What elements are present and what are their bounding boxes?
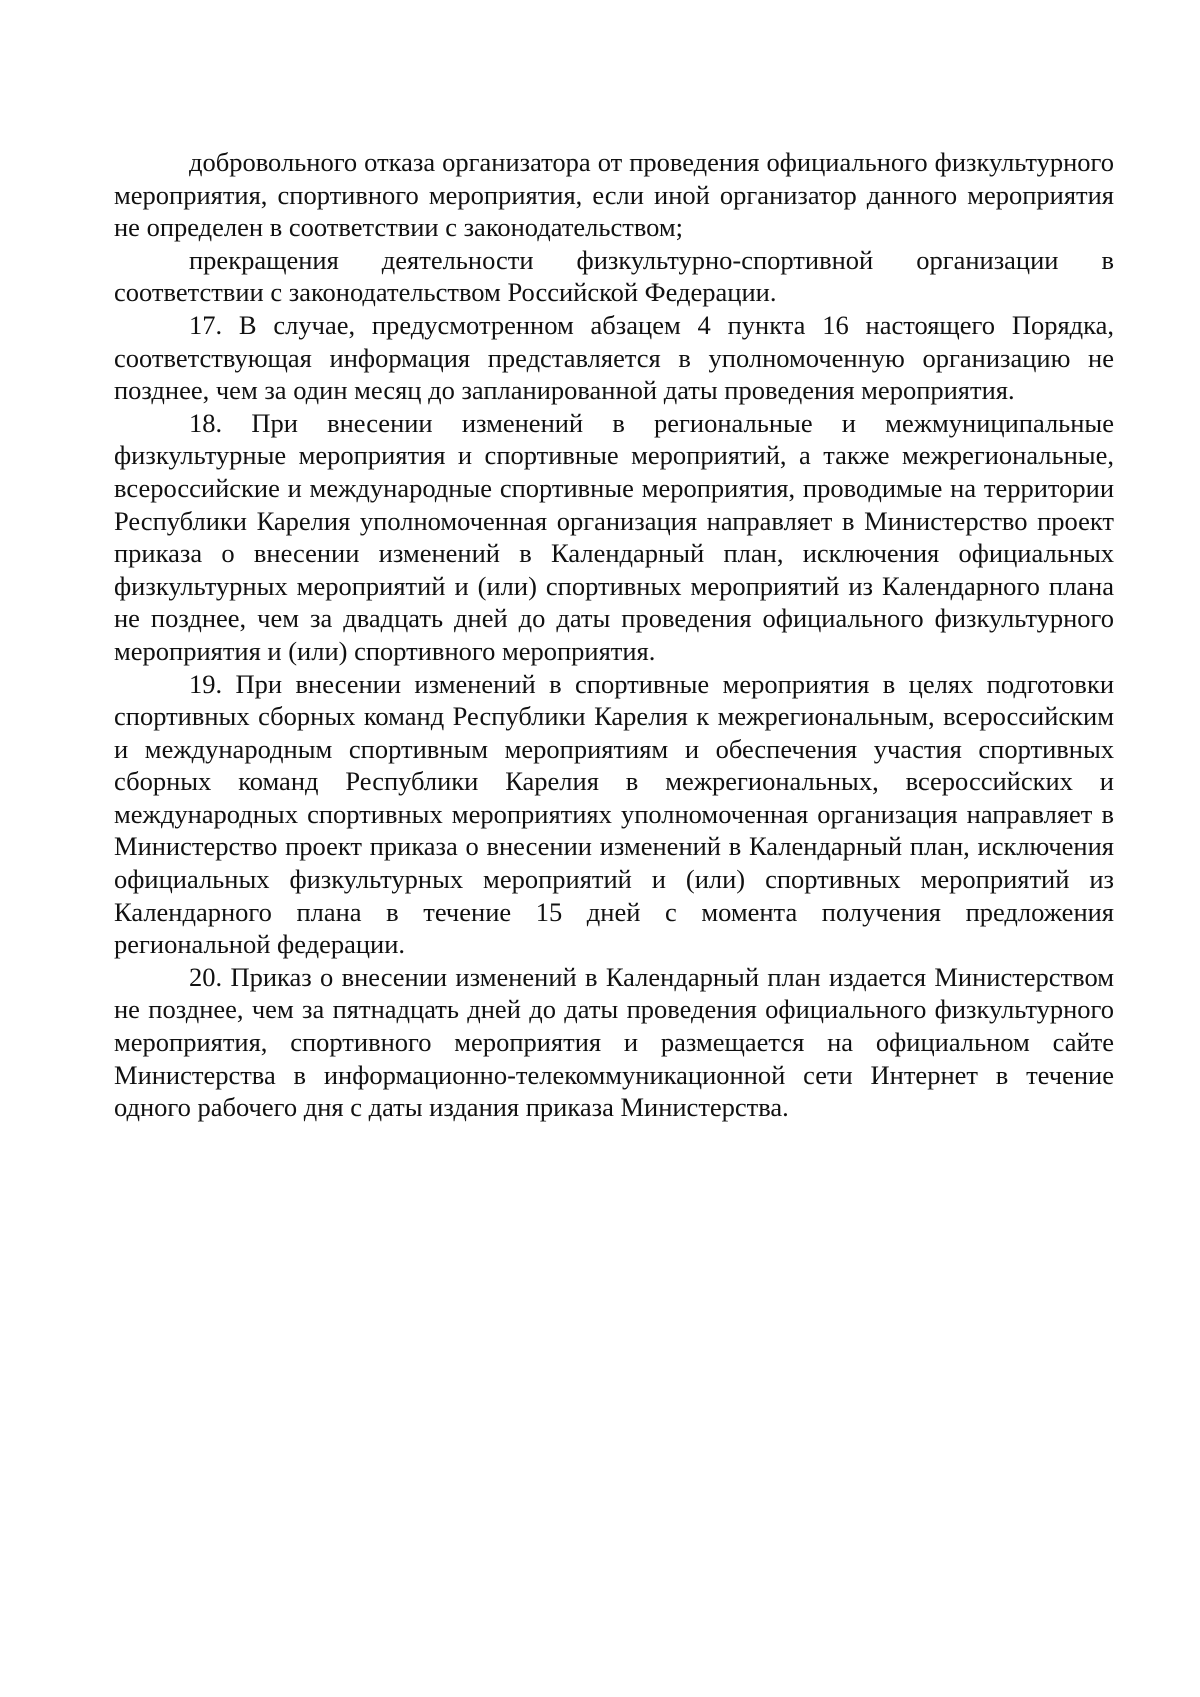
paragraph-18: 18. При внесении изменений в региональные и межмуниципальные физкультурные мероприятия и спортивные мероприятий, а также межрегиональные, всероссийские и международные спортивные мероприятия, проводимые на территории Республики Карелия уполномоченная организация направляет в Министерство проект приказа о внесении изменений в Календарный план, исключения официальных физкультурных мероприятий и (или) спортивных мероприятий из Календарного плана не позднее, чем за двадцать дней до даты проведения официального физкультурного мероприятия и (или) спортивного мероприятия. [114,407,1114,666]
paragraph-termination: прекращения деятельности физкультурно-спортивной организации в соответствии с законодательством Российской Федерации. [114,244,1114,308]
paragraph-voluntary-refusal: добровольного отказа организатора от проведения официального физкультурного мероприятия, спортивного мероприятия, если иной организатор данного мероприятия не определен в соответствии с законодательством; [114,147,1114,243]
paragraph-17: 17. В случае, предусмотренном абзацем 4 пункта 16 настоящего Порядка, соответствующая информация представляется в уполномоченную организацию не позднее, чем за один месяц до запланированной даты проведения мероприятия. [114,309,1114,406]
paragraph-20: 20. Приказ о внесении изменений в Календарный план издается Министерством не позднее, чем за пятнадцать дней до даты проведения официального физкультурного мероприятия, спортивного мероприятия и размещается на официальном сайте Министерства в информационно-телекоммуникационной сети Интернет в течение одного рабочего дня с даты издания приказа Министерства. [114,961,1114,1123]
paragraph-19: 19. При внесении изменений в спортивные мероприятия в целях подготовки спортивных сборных команд Республики Карелия к межрегиональным, всероссийским и международным спортивным мероприятиям и обеспечения участия спортивных сборных команд Республики Карелия в межрегиональных, всероссийских и международных спортивных мероприятиях уполномоченная организация направляет в Министерство проект приказа о внесении изменений в Календарный план, исключения официальных физкультурных мероприятий и (или) спортивных мероприятий из Календарного плана в течение 15 дней с момента получения предложения региональной федерации. [114,668,1114,960]
document-body [114,146,1114,1124]
